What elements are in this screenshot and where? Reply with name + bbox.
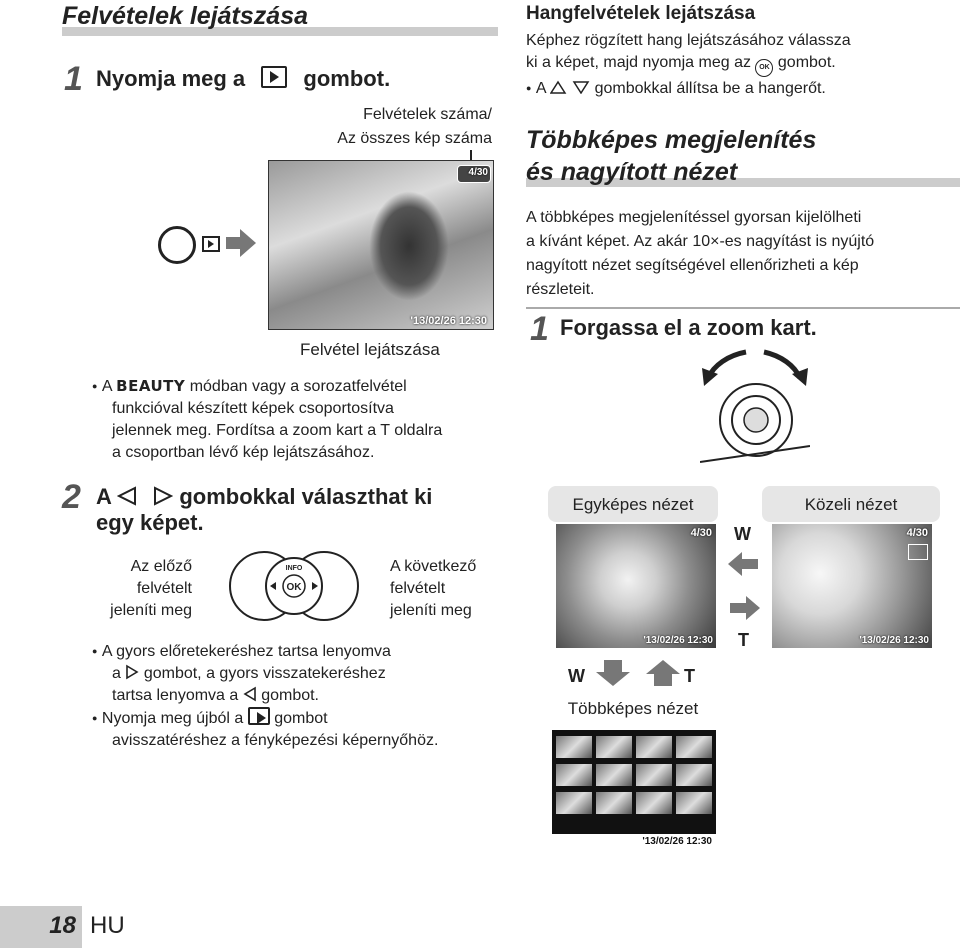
up-down-arrows-icon (550, 80, 590, 94)
zoom-position-indicator (908, 544, 928, 560)
arrow-right-icon-2 (730, 596, 760, 620)
thumbnail (556, 792, 592, 814)
control-dial (228, 543, 360, 629)
sound-text: Képhez rögzített hang lejátszásához válassza ki a képet, majd nyomja meg az OK gombot. ● A gombokkal állítsa be a hangerőt. (526, 32, 851, 97)
page-number: 18 (49, 912, 76, 939)
playback-caption: Felvétel lejátszása (300, 340, 440, 359)
thumbnail (556, 736, 592, 758)
close-view-label: Közeli nézet (804, 495, 898, 514)
next-label: A következő felvételt jeleníti meg (390, 558, 477, 619)
dial-info-label: INFO (285, 565, 303, 572)
language-code: HU (90, 912, 125, 939)
left-right-arrows-icon (117, 486, 173, 506)
t-label-right: T (738, 630, 749, 650)
play-small-icon (202, 236, 220, 252)
photo-person (369, 191, 449, 301)
multi-view-label: Többképes nézet (567, 699, 699, 718)
sound-title: Hangfelvételek lejátszása (526, 3, 756, 24)
step2-heading: A gombokkal választhat ki egy képet. (96, 484, 433, 535)
thumbnail (556, 764, 592, 786)
multi-view-grid: '13/02/26 12:30 (552, 730, 716, 854)
single-view-photo: 4/30 '13/02/26 12:30 (556, 524, 716, 648)
ok-button-icon: OK (755, 59, 773, 77)
t-label-bottom: T (684, 666, 695, 686)
play-button-icon-2 (248, 707, 270, 725)
w-label-bottom: W (568, 666, 585, 686)
thumbnail (596, 736, 632, 758)
step1-heading (96, 66, 390, 92)
multi-title: Többképes megjelenítés és nagyított nézet (526, 126, 817, 186)
counter-badge: 4/30 (457, 165, 491, 183)
step1-number: 1 (64, 60, 83, 98)
arrow-up-icon (646, 660, 680, 686)
arrow-right-icon (226, 237, 240, 249)
fast-forward-note: ● A gyors előretekeréshez tartsa lenyomva a gombot, a gyors visszatekeréshez tartsa lenyomva a gombot. ● Nyomja meg újból a gombot avisszatéréshez a fényképezési képernyőhöz. (92, 643, 439, 749)
thumbnail (636, 792, 672, 814)
camera-button-icon (158, 226, 196, 264)
w-label-right: W (734, 524, 751, 544)
step2-number: 2 (62, 478, 81, 516)
section-title: Felvételek lejátszása (62, 2, 308, 30)
thumbnail (676, 764, 712, 786)
thumbnail (596, 792, 632, 814)
beauty-note: ● A BEAUTY módban vagy a sorozatfelvétel funkcióval készített képek csoportosítva jelennek meg. Fordítsa a zoom kart a T oldalra a csoportban lévő kép lejátszásához. (92, 377, 443, 461)
close-view-photo: 4/30 '13/02/26 12:30 (772, 524, 932, 648)
arrow-down-icon (596, 660, 630, 686)
thumbnail (676, 792, 712, 814)
thumbnail (636, 764, 672, 786)
prev-label: Az előző felvételt jeleníti meg (110, 558, 192, 619)
playback-photo (268, 160, 494, 330)
step1-text: Nyomja meg a (96, 66, 246, 91)
arrow-left-icon (728, 552, 758, 576)
single-view-label: Egyképes nézet (572, 495, 694, 514)
arrow-right-head-icon (240, 229, 256, 257)
thumbnail (636, 736, 672, 758)
zoom-step-text: Forgassa el a zoom kart. (560, 315, 817, 340)
thumbnail (596, 764, 632, 786)
thumbnail (676, 736, 712, 758)
photo-datetime: '13/02/26 12:30 (410, 315, 487, 327)
callout-counter: Felvételek száma/ Az összes kép száma (337, 106, 492, 147)
step1-text-after: gombot. (303, 66, 391, 91)
zoom-step-number: 1 (530, 310, 549, 348)
right-arrow-icon (125, 664, 139, 680)
step-rule (526, 307, 960, 309)
multi-description: A többképes megjelenítéssel gyorsan kijelölheti a kívánt képet. Az akár 10×-es nagyítást is nyújtó nagyított nézet segítségével ellenőrizheti a kép részleteit. (526, 209, 875, 298)
zoom-lever-illustration (700, 342, 810, 464)
left-arrow-icon (243, 686, 257, 702)
beauty-mode-label: BEAUTY (116, 377, 186, 395)
dial-ok-label: OK (286, 582, 302, 593)
play-button-icon (261, 66, 287, 88)
